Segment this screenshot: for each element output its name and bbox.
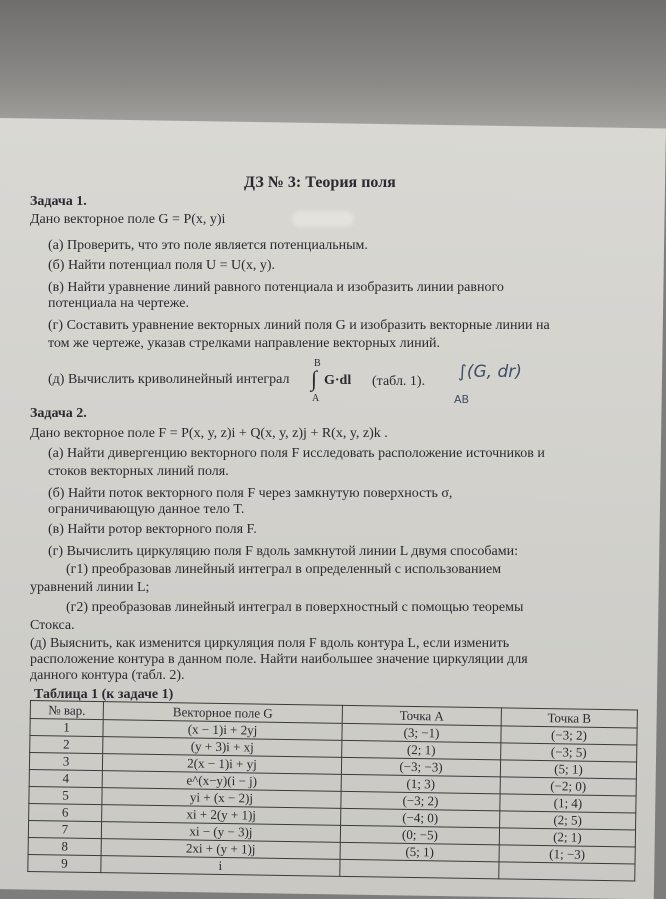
table-header-variant: № вар. <box>30 701 103 720</box>
table1 <box>27 700 638 882</box>
point-b-cell: (−3; 5) <box>501 743 637 762</box>
task1-item-c-line2: потенциала на чертеже. <box>48 296 189 311</box>
table1-caption: Таблица 1 (к задаче 1) <box>34 687 174 702</box>
integral-table-ref: (табл. 1). <box>372 374 426 389</box>
task2-item-g1-line2: уравнений линии L; <box>30 580 150 595</box>
point-b-cell: (−3; 2) <box>501 726 637 745</box>
task1-item-d-line2: том же чертеже, указав стрелками направление векторных линий. <box>48 336 441 351</box>
task1-item-a: (а) Проверить, что это поле является потенциальным. <box>48 238 368 253</box>
field-cell: yi + (x − 2)j <box>102 788 341 809</box>
point-a-cell: (2; 1) <box>342 740 501 759</box>
task2-item-c: (в) Найти ротор векторного поля F. <box>48 522 257 537</box>
scribbled-out-text <box>292 211 354 227</box>
point-a-cell: (−3; 2) <box>341 791 500 810</box>
variant-cell: 6 <box>29 803 102 821</box>
task2-item-g2-line2: Стокса. <box>30 618 75 633</box>
task2-item-a-line2: стоков векторных линий поля. <box>48 464 229 479</box>
point-a-cell: (5; 1) <box>340 842 499 861</box>
field-cell: (x − 1)i + 2yj <box>103 720 342 741</box>
variant-cell: 5 <box>29 786 102 804</box>
task2-item-e-line2: расположение контура в данном поле. Найти наибольшее значение циркуляции для <box>30 652 528 667</box>
task2-item-e-line1: (д) Выяснить, как изменится циркуляция поля F вдоль контура L, если изменить <box>30 636 510 651</box>
variant-cell: 4 <box>29 769 102 787</box>
variant-cell: 7 <box>28 820 101 838</box>
point-b-cell: (5; 1) <box>500 760 636 779</box>
point-b-cell: (1; −3) <box>499 845 635 864</box>
point-a-cell: (−4; 0) <box>341 808 500 827</box>
point-b-cell: (2; 5) <box>500 811 636 830</box>
integral-expression: G·dl <box>324 373 352 388</box>
task1-item-e: (д) Вычислить криволинейный интеграл <box>48 372 290 387</box>
field-cell: (y + 3)i + xj <box>103 737 342 758</box>
task1-item-d-line1: (г) Составить уравнение векторных линий поля G и изобразить векторные линии на <box>48 318 550 333</box>
task2-item-b-line1: (б) Найти поток векторного поля F через замкнутую поверхность σ, <box>48 486 453 501</box>
handwritten-note: ∫(G, dr) <box>458 362 522 382</box>
task2-item-e-line3: данного контура (табл. 2). <box>30 668 185 683</box>
point-a-cell: (1; 3) <box>341 774 500 793</box>
variant-cell: 3 <box>29 753 102 771</box>
table-header-point-a: Точка A <box>342 705 501 725</box>
field-cell: 2xi + (y + 1)j <box>101 839 340 860</box>
point-b-cell: (−2; 0) <box>500 777 636 796</box>
task2-item-g1-line1: (г1) преобразовав линейный интеграл в определенный с использованием <box>66 562 502 577</box>
field-cell: 2(x − 1)i + yj <box>102 754 341 775</box>
point-b-cell: (2; 1) <box>499 828 635 847</box>
integral-upper-limit: B <box>314 358 321 369</box>
task1-item-b: (б) Найти потенциал поля U = U(x, y). <box>48 258 275 273</box>
variant-cell: 9 <box>28 854 101 872</box>
task2-item-a-line1: (а) Найти дивергенцию векторного поля F исследовать расположение источников и <box>48 446 545 461</box>
table-header-point-b: Точка B <box>501 708 637 728</box>
variant-cell: 8 <box>28 837 101 855</box>
field-cell: e^(x−y)(i − j) <box>102 771 341 792</box>
integral-lower-limit: A <box>312 393 320 404</box>
page-title: ДЗ № 3: Теория поля <box>244 174 396 191</box>
task1-heading: Задача 1. <box>30 194 87 209</box>
field-cell: i <box>101 856 340 877</box>
point-b-cell <box>499 862 635 881</box>
task2-heading: Задача 2. <box>30 406 87 421</box>
task1-item-c-line1: (в) Найти уравнение линий равного потенциала и изобразить линии равного <box>48 280 504 295</box>
task2-item-d: (г) Вычислить циркуляцию поля F вдоль замкнутой линии L двумя способами: <box>48 544 518 559</box>
point-a-cell: (0; −5) <box>340 825 499 844</box>
point-a-cell: (3; −1) <box>342 723 501 742</box>
task2-item-b-line2: ограничивающую данное тело T. <box>48 502 245 517</box>
table-header-field: Векторное поле G <box>103 702 342 724</box>
handwritten-subscript: AB <box>454 393 470 406</box>
task1-intro: Дано векторное поле G = P(x, y)i <box>30 212 226 227</box>
task2-intro: Дано векторное поле F = P(x, y, z)i + Q(x, y, z)j + R(x, y, z)k . <box>30 426 388 441</box>
integral-sign: ∫ <box>311 366 318 391</box>
point-a-cell: (−3; −3) <box>341 757 500 776</box>
variant-cell: 2 <box>30 736 103 754</box>
point-b-cell: (1; 4) <box>500 794 636 813</box>
field-cell: xi − (y − 3)j <box>101 822 340 843</box>
field-cell: xi + 2(y + 1)j <box>102 805 341 826</box>
variant-cell: 1 <box>30 719 103 737</box>
table-body <box>28 719 637 882</box>
point-a-cell <box>340 859 499 878</box>
task2-item-g2-line1: (г2) преобразовав линейный интеграл в поверхностный с помощью теоремы <box>66 600 524 615</box>
